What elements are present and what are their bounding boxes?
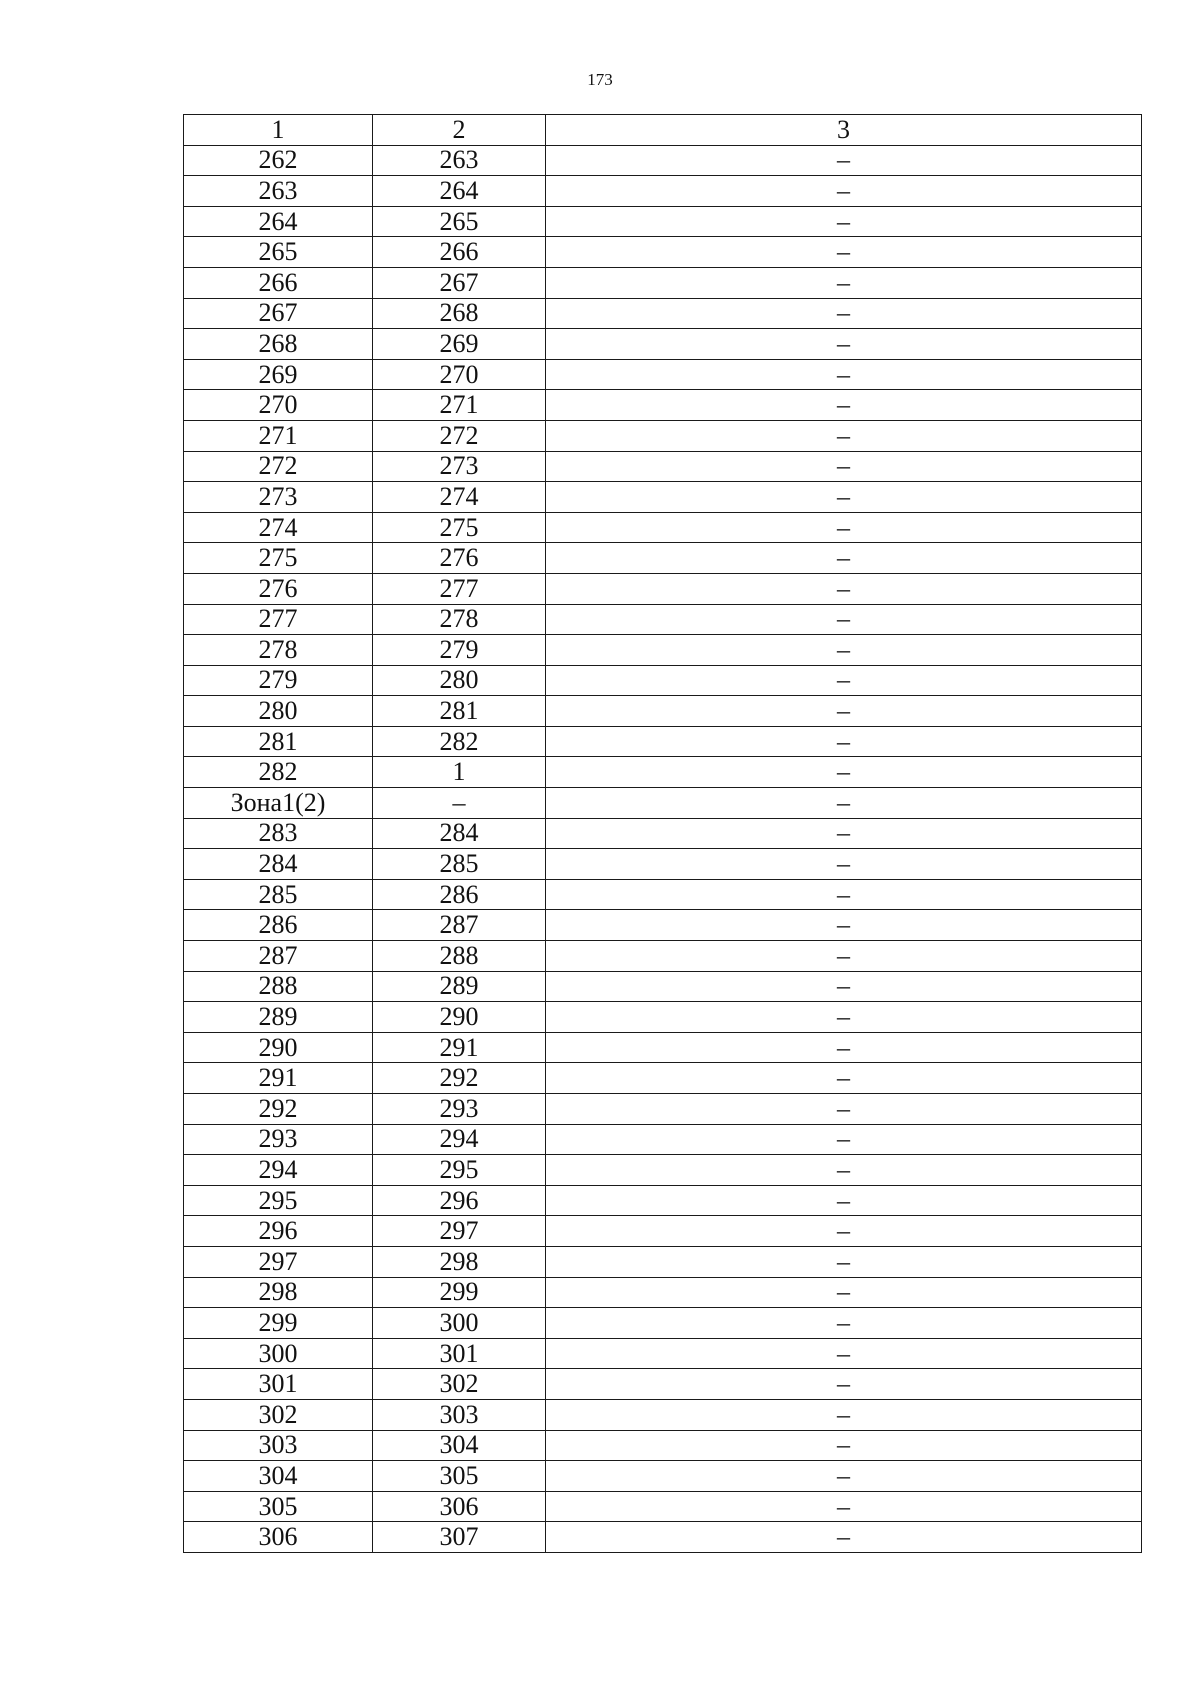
cell-col-3: – — [546, 512, 1142, 543]
cell-col-1: 294 — [184, 1155, 373, 1186]
table-row — [184, 145, 1142, 176]
cell-col-1: 269 — [184, 359, 373, 390]
cell-col-2: 1 — [373, 757, 546, 788]
table-row — [184, 818, 1142, 849]
cell-col-3: – — [546, 726, 1142, 757]
cell-col-2: 282 — [373, 726, 546, 757]
table-row — [184, 1094, 1142, 1125]
cell-col-1: 284 — [184, 849, 373, 880]
cell-col-1: 304 — [184, 1461, 373, 1492]
cell-col-2: 290 — [373, 1002, 546, 1033]
cell-col-1: 298 — [184, 1277, 373, 1308]
cell-col-3: – — [546, 206, 1142, 237]
cell-col-2: – — [373, 788, 546, 819]
cell-col-3: – — [546, 482, 1142, 513]
cell-col-3: – — [546, 1430, 1142, 1461]
cell-col-3: – — [546, 1399, 1142, 1430]
cell-col-2: 288 — [373, 941, 546, 972]
cell-col-3: – — [546, 543, 1142, 574]
cell-col-2: 306 — [373, 1491, 546, 1522]
cell-col-3: – — [546, 1155, 1142, 1186]
cell-col-3: – — [546, 451, 1142, 482]
cell-col-2: 303 — [373, 1399, 546, 1430]
cell-col-3: – — [546, 1277, 1142, 1308]
cell-col-3: – — [546, 420, 1142, 451]
cell-col-2: 301 — [373, 1338, 546, 1369]
cell-col-3: – — [546, 879, 1142, 910]
cell-col-1: 290 — [184, 1032, 373, 1063]
cell-col-2: 307 — [373, 1522, 546, 1553]
table-row — [184, 971, 1142, 1002]
cell-col-3: – — [546, 788, 1142, 819]
column-header-3: 3 — [546, 115, 1142, 146]
table-row — [184, 206, 1142, 237]
table-row — [184, 543, 1142, 574]
table-row — [184, 757, 1142, 788]
table-row — [184, 726, 1142, 757]
cell-col-3: – — [546, 1032, 1142, 1063]
table-row — [184, 1246, 1142, 1277]
cell-col-2: 279 — [373, 635, 546, 666]
cell-col-1: 282 — [184, 757, 373, 788]
table-row — [184, 451, 1142, 482]
cell-col-1: 276 — [184, 573, 373, 604]
table-row — [184, 1308, 1142, 1339]
cell-col-3: – — [546, 1185, 1142, 1216]
page-number: 173 — [587, 70, 613, 89]
cell-col-2: 275 — [373, 512, 546, 543]
cell-col-1: 287 — [184, 941, 373, 972]
table-row — [184, 788, 1142, 819]
table-row — [184, 1399, 1142, 1430]
table-row — [184, 267, 1142, 298]
cell-col-2: 302 — [373, 1369, 546, 1400]
cell-col-1: 305 — [184, 1491, 373, 1522]
cell-col-2: 278 — [373, 604, 546, 635]
cell-col-3: – — [546, 910, 1142, 941]
cell-col-1: 296 — [184, 1216, 373, 1247]
cell-col-2: 294 — [373, 1124, 546, 1155]
table-body — [184, 115, 1142, 1553]
cell-col-1: 293 — [184, 1124, 373, 1155]
table-row — [184, 1063, 1142, 1094]
cell-col-1: 303 — [184, 1430, 373, 1461]
table-row — [184, 1277, 1142, 1308]
cell-col-2: 265 — [373, 206, 546, 237]
cell-col-3: – — [546, 359, 1142, 390]
cell-col-3: – — [546, 390, 1142, 421]
cell-col-3: – — [546, 849, 1142, 880]
cell-col-1: 295 — [184, 1185, 373, 1216]
cell-col-1: 300 — [184, 1338, 373, 1369]
cell-col-3: – — [546, 267, 1142, 298]
cell-col-1: 288 — [184, 971, 373, 1002]
table-row — [184, 910, 1142, 941]
column-header-2: 2 — [373, 115, 546, 146]
cell-col-3: – — [546, 237, 1142, 268]
cell-col-1: Зона1(2) — [184, 788, 373, 819]
cell-col-3: – — [546, 145, 1142, 176]
cell-col-1: 264 — [184, 206, 373, 237]
cell-col-1: 267 — [184, 298, 373, 329]
cell-col-1: 291 — [184, 1063, 373, 1094]
cell-col-1: 273 — [184, 482, 373, 513]
cell-col-1: 266 — [184, 267, 373, 298]
cell-col-2: 271 — [373, 390, 546, 421]
cell-col-3: – — [546, 1461, 1142, 1492]
cell-col-3: – — [546, 1522, 1142, 1553]
table-row — [184, 1002, 1142, 1033]
cell-col-3: – — [546, 1124, 1142, 1155]
cell-col-2: 284 — [373, 818, 546, 849]
cell-col-2: 272 — [373, 420, 546, 451]
table-row — [184, 941, 1142, 972]
table-row — [184, 604, 1142, 635]
cell-col-3: – — [546, 971, 1142, 1002]
table-row — [184, 635, 1142, 666]
cell-col-1: 286 — [184, 910, 373, 941]
cell-col-2: 298 — [373, 1246, 546, 1277]
cell-col-1: 289 — [184, 1002, 373, 1033]
table-row — [184, 176, 1142, 207]
table-row — [184, 512, 1142, 543]
cell-col-1: 281 — [184, 726, 373, 757]
column-header-1: 1 — [184, 115, 373, 146]
cell-col-2: 300 — [373, 1308, 546, 1339]
table-row — [184, 665, 1142, 696]
cell-col-1: 275 — [184, 543, 373, 574]
table-row — [184, 879, 1142, 910]
cell-col-2: 276 — [373, 543, 546, 574]
table-row — [184, 390, 1142, 421]
cell-col-2: 291 — [373, 1032, 546, 1063]
cell-col-1: 272 — [184, 451, 373, 482]
cell-col-3: – — [546, 604, 1142, 635]
cell-col-2: 304 — [373, 1430, 546, 1461]
cell-col-2: 292 — [373, 1063, 546, 1094]
cell-col-1: 301 — [184, 1369, 373, 1400]
cell-col-2: 266 — [373, 237, 546, 268]
cell-col-1: 299 — [184, 1308, 373, 1339]
table-row — [184, 237, 1142, 268]
cell-col-3: – — [546, 329, 1142, 360]
cell-col-2: 289 — [373, 971, 546, 1002]
cell-col-2: 299 — [373, 1277, 546, 1308]
cell-col-3: – — [546, 1216, 1142, 1247]
table-row — [184, 1338, 1142, 1369]
table-row — [184, 573, 1142, 604]
cell-col-2: 267 — [373, 267, 546, 298]
cell-col-2: 264 — [373, 176, 546, 207]
cell-col-1: 283 — [184, 818, 373, 849]
cell-col-1: 297 — [184, 1246, 373, 1277]
table-row — [184, 1369, 1142, 1400]
cell-col-1: 274 — [184, 512, 373, 543]
cell-col-2: 269 — [373, 329, 546, 360]
cell-col-1: 280 — [184, 696, 373, 727]
cell-col-3: – — [546, 1002, 1142, 1033]
cell-col-2: 297 — [373, 1216, 546, 1247]
cell-col-2: 295 — [373, 1155, 546, 1186]
cell-col-2: 296 — [373, 1185, 546, 1216]
cell-col-2: 270 — [373, 359, 546, 390]
cell-col-1: 270 — [184, 390, 373, 421]
table-row — [184, 1491, 1142, 1522]
cell-col-3: – — [546, 1094, 1142, 1125]
cell-col-1: 279 — [184, 665, 373, 696]
table-row — [184, 696, 1142, 727]
cell-col-3: – — [546, 1338, 1142, 1369]
table-row — [184, 298, 1142, 329]
table-row — [184, 1032, 1142, 1063]
cell-col-3: – — [546, 176, 1142, 207]
table-header-row — [184, 115, 1142, 146]
cell-col-2: 268 — [373, 298, 546, 329]
cell-col-1: 262 — [184, 145, 373, 176]
cell-col-1: 306 — [184, 1522, 373, 1553]
table-row — [184, 359, 1142, 390]
table-row — [184, 1216, 1142, 1247]
table-row — [184, 420, 1142, 451]
cell-col-2: 285 — [373, 849, 546, 880]
table-row — [184, 1430, 1142, 1461]
cell-col-3: – — [546, 696, 1142, 727]
cell-col-3: – — [546, 1491, 1142, 1522]
cell-col-2: 293 — [373, 1094, 546, 1125]
cell-col-3: – — [546, 1369, 1142, 1400]
cell-col-1: 292 — [184, 1094, 373, 1125]
cell-col-3: – — [546, 1063, 1142, 1094]
data-table — [183, 114, 1142, 1553]
table-row — [184, 1185, 1142, 1216]
cell-col-2: 274 — [373, 482, 546, 513]
cell-col-3: – — [546, 573, 1142, 604]
cell-col-2: 287 — [373, 910, 546, 941]
cell-col-1: 263 — [184, 176, 373, 207]
cell-col-3: – — [546, 298, 1142, 329]
cell-col-3: – — [546, 665, 1142, 696]
table-row — [184, 1124, 1142, 1155]
table-row — [184, 482, 1142, 513]
cell-col-1: 285 — [184, 879, 373, 910]
table-row — [184, 329, 1142, 360]
cell-col-2: 277 — [373, 573, 546, 604]
cell-col-1: 278 — [184, 635, 373, 666]
table-row — [184, 849, 1142, 880]
table-row — [184, 1461, 1142, 1492]
cell-col-1: 265 — [184, 237, 373, 268]
cell-col-3: – — [546, 941, 1142, 972]
cell-col-1: 271 — [184, 420, 373, 451]
cell-col-3: – — [546, 1308, 1142, 1339]
cell-col-2: 281 — [373, 696, 546, 727]
cell-col-1: 268 — [184, 329, 373, 360]
cell-col-1: 302 — [184, 1399, 373, 1430]
cell-col-2: 305 — [373, 1461, 546, 1492]
cell-col-2: 263 — [373, 145, 546, 176]
cell-col-3: – — [546, 818, 1142, 849]
cell-col-3: – — [546, 1246, 1142, 1277]
data-table-container — [183, 114, 1141, 1553]
cell-col-2: 286 — [373, 879, 546, 910]
cell-col-1: 277 — [184, 604, 373, 635]
cell-col-2: 280 — [373, 665, 546, 696]
table-row — [184, 1522, 1142, 1553]
cell-col-2: 273 — [373, 451, 546, 482]
cell-col-3: – — [546, 635, 1142, 666]
table-row — [184, 1155, 1142, 1186]
cell-col-3: – — [546, 757, 1142, 788]
